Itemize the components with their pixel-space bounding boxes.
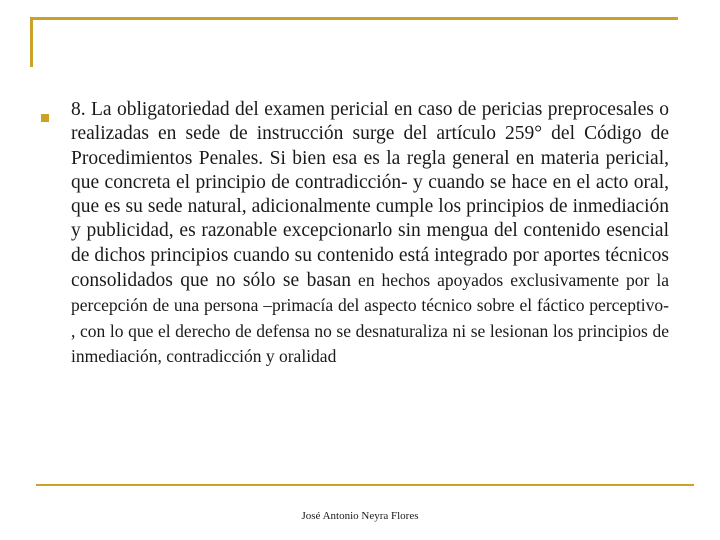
square-bullet-icon bbox=[41, 114, 49, 122]
frame-bottom-rule bbox=[36, 484, 694, 486]
frame-left-rule bbox=[30, 17, 33, 67]
body-paragraph bbox=[71, 98, 669, 369]
paragraph-main-text: 8. La obligatoriedad del examen pericial en caso de pericias preprocesales o realizadas en sede de instrucción surge del artículo 259° del Código de Procedimientos Penales. Si bien esa es la regla general en materia pericial, que concreta el principio de contradicción- y cuando se hace en el acto oral, que es su sede natural, adicionalmente cumple los principios de inmediación y publicidad, es razonable excepcionarlo sin mengua del contenido esencial de dichos principios cuando su contenido está integrado por aportes técnicos consolidados que no sólo se basan bbox=[71, 99, 669, 292]
paragraph-continuation-text: en hechos apoyados exclusivamente por la percepción de una persona –primacía del aspecto técnico sobre el fáctico perceptivo- , con lo que el derecho de defensa no se desnaturaliza ni se lesionan los principios de inmediación, contradicción y oralidad bbox=[71, 270, 669, 366]
footer-author: José Antonio Neyra Flores bbox=[301, 510, 419, 522]
frame-top-rule bbox=[30, 17, 678, 20]
